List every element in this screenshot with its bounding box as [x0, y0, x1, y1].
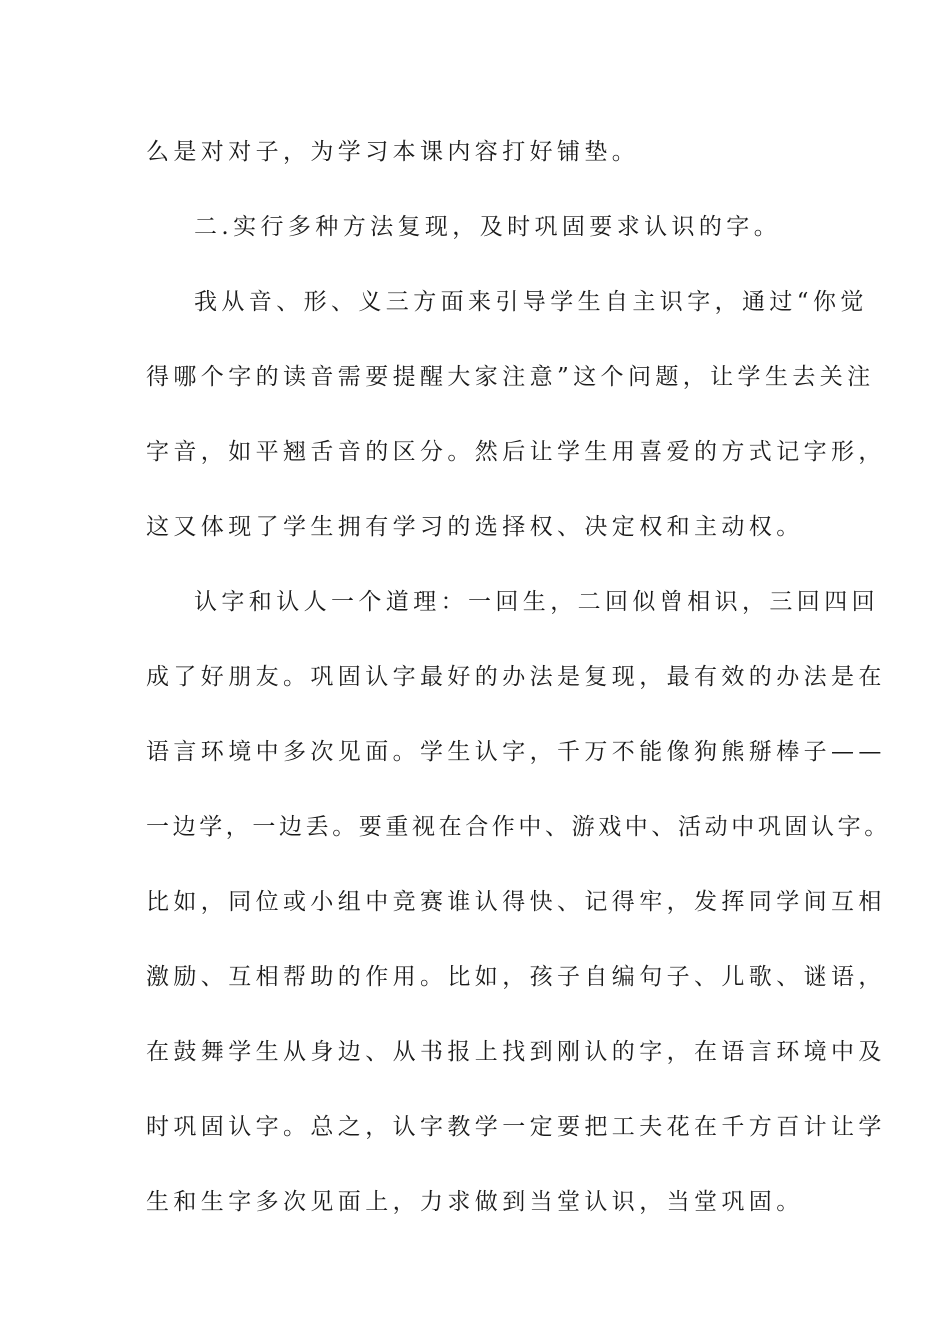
text-line: 语言环境中多次见面。学生认字，千万不能像狗熊掰棒子——	[146, 739, 886, 765]
text-line: 时巩固认字。总之，认字教学一定要把工夫花在千方百计让学	[146, 1114, 886, 1140]
text-line: 比如，同位或小组中竞赛谁认得快、记得牢，发挥同学间互相	[146, 889, 886, 915]
text-line: 么是对对子，为学习本课内容打好铺垫。	[146, 139, 640, 165]
text-line: 这又体现了学生拥有学习的选择权、决定权和主动权。	[146, 514, 804, 540]
text-line: 在鼓舞学生从身边、从书报上找到刚认的字，在语言环境中及	[146, 1039, 886, 1065]
text-line: 激励、互相帮助的作用。比如，孩子自编句子、儿歌、谜语，	[146, 964, 886, 990]
text-line: 我从音、形、义三方面来引导学生自主识字，通过“你觉	[194, 289, 868, 315]
text-line: 认字和认人一个道理：一回生，二回似曾相识，三回四回	[194, 589, 879, 615]
text-line: 成了好朋友。巩固认字最好的办法是复现，最有效的办法是在	[146, 664, 886, 690]
text-line: 字音，如平翘舌音的区分。然后让学生用喜爱的方式记字形，	[146, 439, 886, 465]
text-line: 生和生字多次见面上，力求做到当堂认识，当堂巩固。	[146, 1189, 804, 1215]
text-line: 一边学，一边丢。要重视在合作中、游戏中、活动中巩固认字。	[146, 814, 891, 840]
section-heading: 二.实行多种方法复现，及时巩固要求认识的字。	[194, 214, 782, 240]
text-line: 得哪个字的读音需要提醒大家注意”这个问题，让学生去关注	[146, 364, 875, 390]
